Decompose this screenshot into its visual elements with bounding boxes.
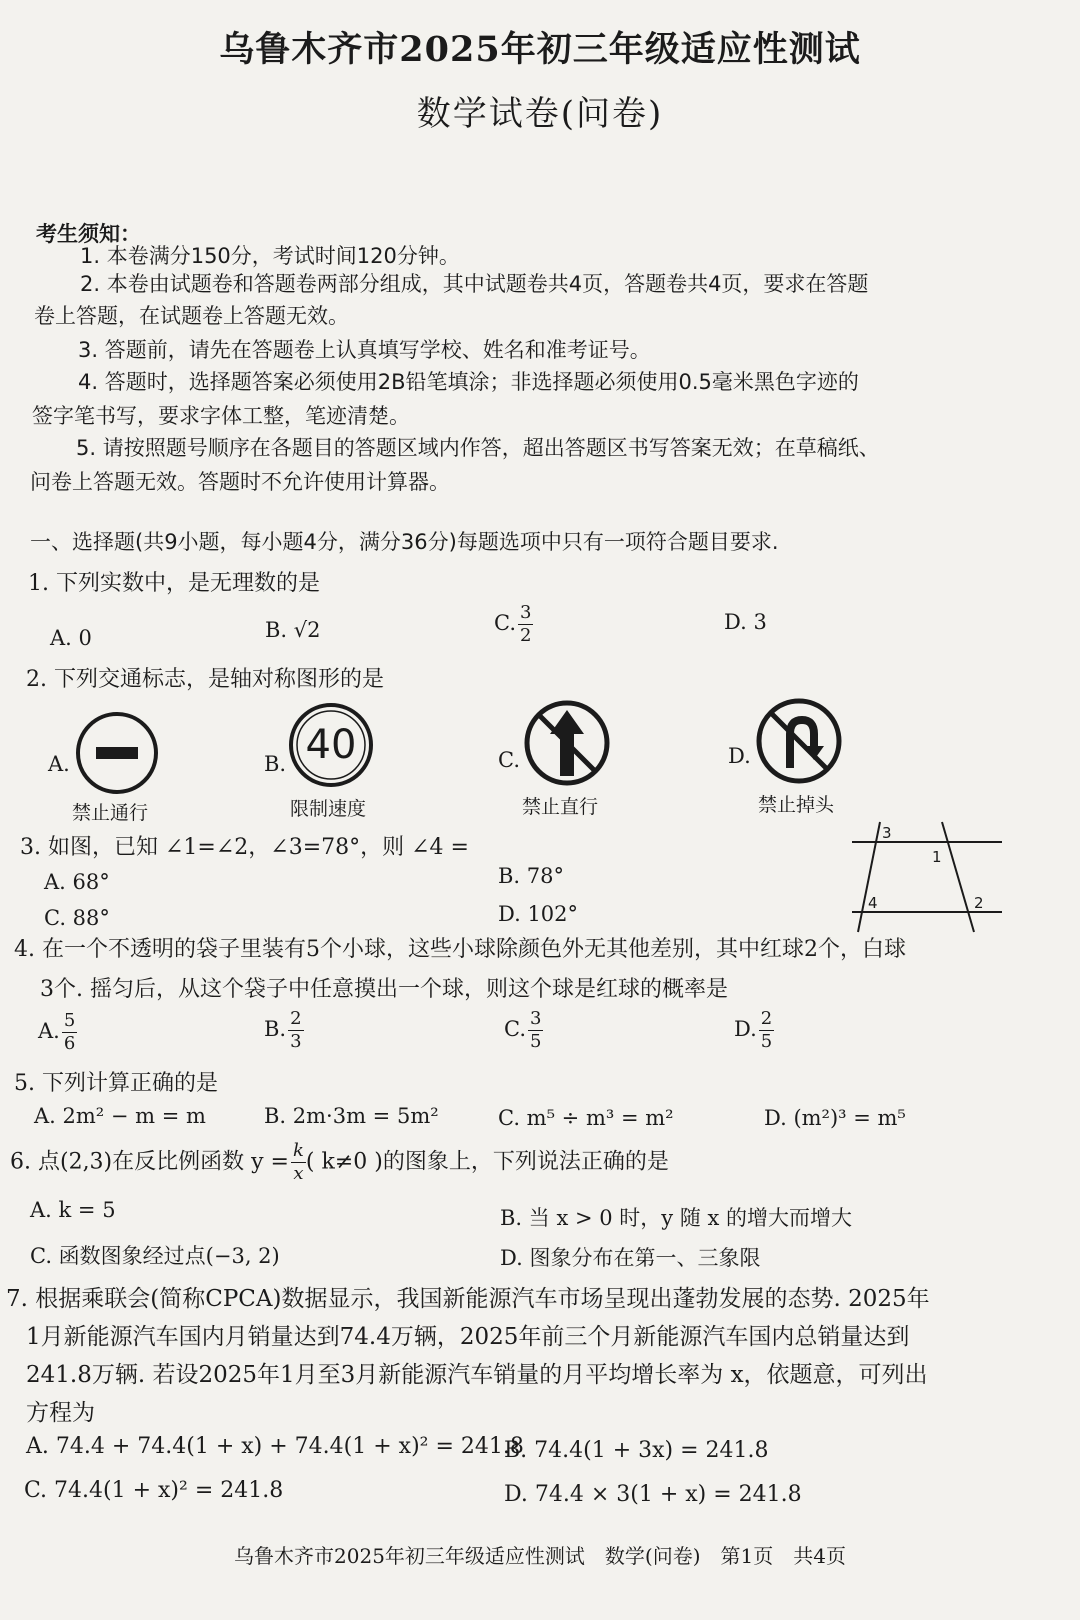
- q4-option-c: C. $\frac{3}{5}$: [504, 1008, 542, 1052]
- q6-stem: 6. 点(2,3)在反比例函数 y = $\frac{k}{x}$ ( k≠0 )的图象上，下列说法正确的是: [10, 1140, 669, 1184]
- q4-option-d: D. $\frac{2}{5}$: [734, 1008, 773, 1052]
- q4-option-a: A. $\frac{5}{6}$: [38, 1010, 76, 1054]
- exam-title: 乌鲁木齐市2025年初三年级适应性测试: [219, 29, 861, 70]
- notice-heading: 考生须知：: [36, 222, 141, 246]
- q3-figure-label-1: 1: [932, 848, 942, 866]
- notice-line-8: 问卷上答题无效。答题时不允许使用计算器。: [30, 470, 450, 494]
- notice-line-7: 5. 请按照题号顺序在各题目的答题区域内作答，超出答题区书写答案无效；在草稿纸、: [76, 436, 880, 460]
- page-footer: 乌鲁木齐市2025年初三年级适应性测试 数学(问卷) 第1页 共4页: [234, 1544, 846, 1568]
- q4-option-b: B. $\frac{2}{3}$: [264, 1008, 302, 1052]
- q1-option-a: A. 0: [50, 626, 92, 650]
- q2-option-a-label: 禁止通行: [72, 802, 149, 824]
- q3-option-a: A. 68°: [44, 870, 110, 894]
- q1-option-c: C. $\frac{3}{2}$: [494, 602, 532, 646]
- notice-line-1: 1. 本卷满分150分，考试时间120分钟。: [80, 244, 460, 268]
- q6-option-b: B. 当 x > 0 时，y 随 x 的增大而增大: [500, 1206, 853, 1230]
- q6-option-a: A. k = 5: [30, 1198, 116, 1222]
- notice-line-4: 3. 答题前，请先在答题卷上认真填写学校、姓名和准考证号。: [78, 338, 651, 362]
- speed-limit-value: 40: [305, 722, 357, 768]
- section-heading: 一、选择题(共9小题，每小题4分，满分36分)每题选项中只有一项符合题目要求.: [30, 530, 779, 554]
- q3-option-d: D. 102°: [498, 902, 579, 926]
- q7-stem-line-2: 1月新能源汽车国内月销量达到74.4万辆，2025年前三个月新能源汽车国内总销量达到: [26, 1324, 910, 1350]
- q7-option-a: A. 74.4 + 74.4(1 + x) + 74.4(1 + x)² = 241.8: [26, 1434, 524, 1459]
- q3-stem: 3. 如图，已知 ∠1=∠2，∠3=78°，则 ∠4 =: [20, 835, 469, 860]
- q3-option-b: B. 78°: [498, 864, 565, 888]
- notice-line-5: 4. 答题时，选择题答案必须使用2B铅笔填涂；非选择题必须使用0.5毫米黑色字迹的: [78, 370, 859, 394]
- q5-option-d: D. (m²)³ = m⁵: [764, 1106, 906, 1130]
- q2-option-c-label: 禁止直行: [522, 796, 599, 818]
- q7-stem-line-4: 方程为: [26, 1400, 95, 1426]
- q4-stem-line-1: 4. 在一个不透明的袋子里装有5个小球，这些小球除颜色外无其他差别，其中红球2个，白球: [14, 937, 906, 962]
- q6-option-c: C. 函数图象经过点(−3, 2): [30, 1244, 280, 1268]
- q3-figure-label-3: 3: [882, 824, 892, 842]
- q2-option-d-letter: D.: [728, 744, 751, 768]
- q7-stem-line-1: 7. 根据乘联会(简称CPCA)数据显示，我国新能源汽车市场呈现出蓬勃发展的态势. 2025年: [6, 1286, 930, 1312]
- speed-limit-sign-icon: [288, 702, 374, 788]
- q2-option-a-letter: A.: [48, 752, 70, 776]
- exam-subtitle: 数学试卷(问卷): [416, 94, 664, 134]
- q5-option-a: A. 2m² − m = m: [34, 1104, 206, 1128]
- q2-option-b-letter: B.: [264, 752, 287, 776]
- notice-line-2: 2. 本卷由试题卷和答题卷两部分组成，其中试题卷共4页，答题卷共4页，要求在答题: [80, 272, 869, 296]
- no-u-turn-sign-icon: [754, 696, 844, 786]
- q5-option-c: C. m⁵ ÷ m³ = m²: [498, 1106, 674, 1130]
- q2-option-b-label: 限制速度: [290, 798, 367, 820]
- no-entry-sign-icon: [74, 710, 160, 796]
- notice-line-3: 卷上答题，在试题卷上答题无效。: [34, 304, 349, 328]
- q1-stem: 1. 下列实数中，是无理数的是: [28, 571, 320, 596]
- q5-stem: 5. 下列计算正确的是: [14, 1071, 218, 1096]
- q7-option-d: D. 74.4 × 3(1 + x) = 241.8: [504, 1482, 802, 1507]
- q5-option-b: B. 2m·3m = 5m²: [264, 1104, 439, 1128]
- q7-stem-line-3: 241.8万辆. 若设2025年1月至3月新能源汽车销量的月平均增长率为 x，依题意，可列出: [26, 1362, 928, 1388]
- q4-stem-line-2: 3个. 摇匀后，从这个袋子中任意摸出一个球，则这个球是红球的概率是: [40, 977, 728, 1002]
- q2-option-c-letter: C.: [498, 748, 520, 772]
- q1-option-d: D. 3: [724, 610, 767, 634]
- q1-option-b: B. √2: [265, 618, 321, 642]
- q3-option-c: C. 88°: [44, 906, 110, 930]
- q3-figure-label-4: 4: [868, 894, 878, 912]
- q6-option-d: D. 图象分布在第一、三象限: [500, 1246, 761, 1270]
- no-straight-sign-icon: [522, 698, 612, 788]
- q3-figure-label-2: 2: [974, 894, 984, 912]
- q3-figure: [852, 822, 1002, 932]
- notice-line-6: 签字笔书写，要求字体工整，笔迹清楚。: [32, 404, 410, 428]
- q7-option-b: B. 74.4(1 + 3x) = 241.8: [504, 1438, 769, 1463]
- q7-option-c: C. 74.4(1 + x)² = 241.8: [24, 1478, 284, 1503]
- q2-stem: 2. 下列交通标志，是轴对称图形的是: [26, 667, 384, 692]
- q2-option-d-label: 禁止掉头: [758, 794, 835, 816]
